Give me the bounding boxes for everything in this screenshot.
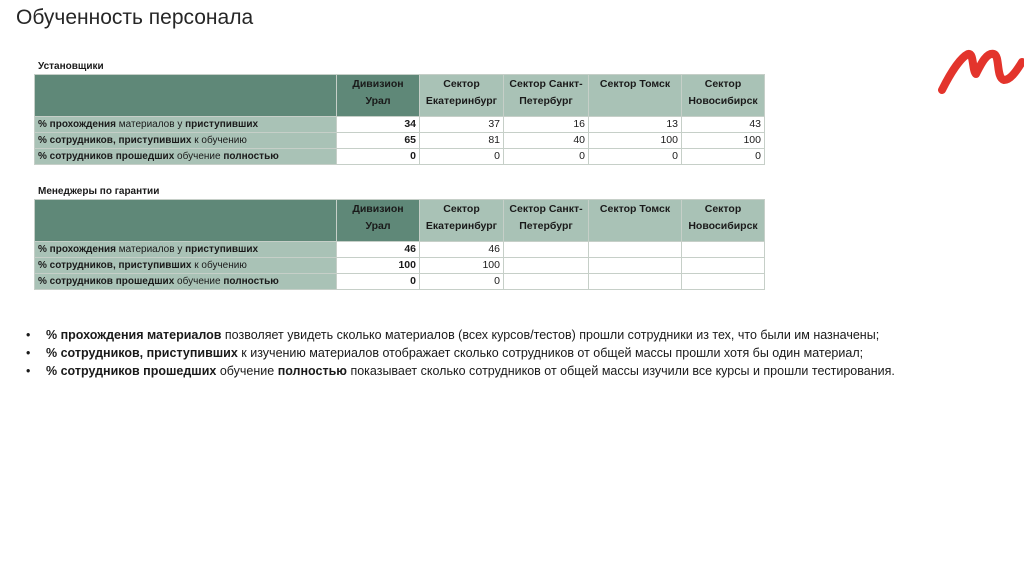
bullet-icon: •	[26, 346, 31, 360]
bold-text: % сотрудников прошедших	[38, 276, 175, 287]
text-span: обучение	[174, 151, 224, 162]
bold-text: полностью	[223, 276, 279, 287]
sector-value-cell	[589, 258, 682, 274]
column-header-sector: Сектор Екатеринбург	[420, 200, 504, 242]
sector-value-cell	[589, 242, 682, 258]
row-label	[35, 274, 337, 290]
bullet-icon: •	[26, 328, 31, 342]
bold-text: полностью	[223, 151, 279, 162]
table-row	[35, 133, 765, 149]
text-span: материалов у	[116, 244, 186, 255]
sector-value-cell: 100	[589, 133, 682, 149]
table-header-row	[35, 200, 765, 242]
sector-value-cell	[682, 242, 765, 258]
division-value-cell: 65	[337, 133, 420, 149]
sector-value-cell: 43	[682, 117, 765, 133]
column-header-sector: Сектор Санкт-Петербург	[504, 75, 589, 117]
column-header-division: Дивизион Урал	[337, 200, 420, 242]
text-span: показывает сколько сотрудников от общей массы изучили все курсы и прошли тестирования.	[346, 364, 895, 378]
row-label	[35, 149, 337, 165]
sector-value-cell: 46	[420, 242, 504, 258]
sector-value-cell: 0	[589, 149, 682, 165]
table-row	[35, 258, 765, 274]
bold-text: % сотрудников прошедших	[38, 151, 175, 162]
bold-text: % сотрудников, приступивших	[38, 260, 192, 271]
column-header-sector: Сектор Новосибирск	[682, 75, 765, 117]
row-label	[35, 117, 337, 133]
column-header-sector: Сектор Екатеринбург	[420, 75, 504, 117]
text-span: к обучению	[191, 260, 247, 271]
sector-value-cell	[504, 242, 589, 258]
table-header-row	[35, 75, 765, 117]
bold-text: приступивших	[185, 244, 259, 255]
bold-text: полностью	[277, 364, 347, 378]
sector-value-cell: 100	[420, 258, 504, 274]
text-span: к изучению материалов отображает сколько сотрудников от общей массы прошли хотя бы один материал;	[237, 346, 864, 360]
sector-value-cell: 16	[504, 117, 589, 133]
column-header-sector: Сектор Новосибирск	[682, 200, 765, 242]
sector-value-cell	[682, 258, 765, 274]
list-item	[26, 326, 1016, 344]
table-row	[35, 242, 765, 258]
bullet-icon: •	[26, 364, 31, 378]
sector-value-cell: 0	[420, 274, 504, 290]
managers-table	[34, 199, 765, 290]
bold-text: % прохождения материалов	[46, 328, 222, 342]
column-header-sector: Сектор Томск	[589, 75, 682, 117]
column-header-division: Дивизион Урал	[337, 75, 420, 117]
sector-value-cell: 0	[420, 149, 504, 165]
column-header-sector: Сектор Томск	[589, 200, 682, 242]
brand-logo-icon	[938, 44, 1024, 94]
bold-text: приступивших	[185, 119, 259, 130]
sector-value-cell	[504, 274, 589, 290]
sector-value-cell: 0	[682, 149, 765, 165]
bold-text: % прохождения	[38, 119, 116, 130]
bold-text: % сотрудников, приступивших	[38, 135, 192, 146]
division-value-cell: 0	[337, 274, 420, 290]
section-label-installers: Установщики	[38, 61, 104, 72]
text-span: материалов у	[116, 119, 186, 130]
header-corner	[35, 75, 337, 117]
bold-text: % прохождения	[38, 244, 116, 255]
division-value-cell: 46	[337, 242, 420, 258]
definitions-list	[26, 326, 1016, 380]
division-value-cell: 34	[337, 117, 420, 133]
header-corner	[35, 200, 337, 242]
table-row	[35, 149, 765, 165]
section-label-managers: Менеджеры по гарантии	[38, 186, 160, 197]
row-label	[35, 242, 337, 258]
list-item	[26, 362, 1016, 380]
sector-value-cell	[504, 258, 589, 274]
sector-value-cell	[682, 274, 765, 290]
installers-table	[34, 74, 765, 165]
sector-value-cell	[589, 274, 682, 290]
column-header-sector: Сектор Санкт-Петербург	[504, 200, 589, 242]
text-span: обучение	[174, 276, 224, 287]
sector-value-cell: 0	[504, 149, 589, 165]
sector-value-cell: 40	[504, 133, 589, 149]
sector-value-cell: 13	[589, 117, 682, 133]
page-title: Обученность персонала	[16, 6, 254, 29]
bold-text: % сотрудников прошедших	[46, 364, 217, 378]
division-value-cell: 100	[337, 258, 420, 274]
sector-value-cell: 81	[420, 133, 504, 149]
text-span: позволяет увидеть сколько материалов (всех курсов/тестов) прошли сотрудники из тех, что были им назначены;	[221, 328, 880, 342]
table-row	[35, 117, 765, 133]
text-span: к обучению	[191, 135, 247, 146]
row-label	[35, 258, 337, 274]
sector-value-cell: 37	[420, 117, 504, 133]
row-label	[35, 133, 337, 149]
list-item	[26, 344, 1016, 362]
table-row	[35, 274, 765, 290]
bold-text: % сотрудников, приступивших	[46, 346, 238, 360]
text-span: обучение	[216, 364, 278, 378]
division-value-cell: 0	[337, 149, 420, 165]
sector-value-cell: 100	[682, 133, 765, 149]
